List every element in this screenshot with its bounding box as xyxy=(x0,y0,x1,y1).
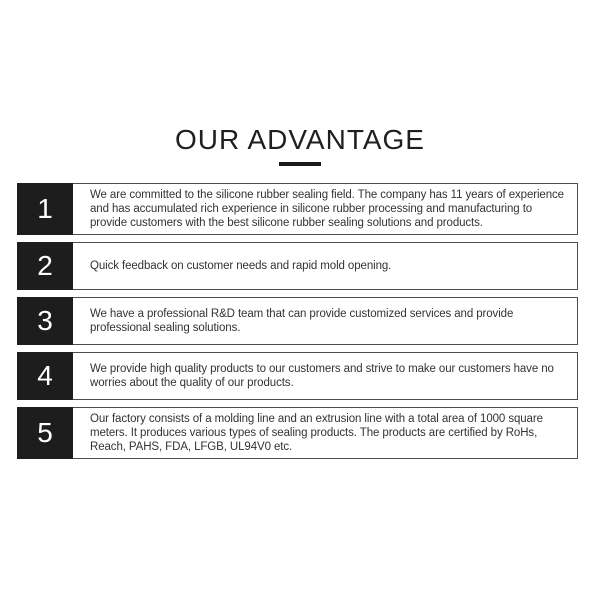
advantage-row-1 xyxy=(17,183,578,235)
page-title: OUR ADVANTAGE xyxy=(174,124,425,155)
advantage-row-3 xyxy=(17,297,578,345)
advantage-number: 4 xyxy=(17,352,73,400)
advantage-text: We provide high quality products to our customers and strive to make our customers have no worries about the quality of our products. xyxy=(90,363,554,389)
advantage-text: Quick feedback on customer needs and rapid mold opening. xyxy=(90,260,392,272)
advantage-row-2 xyxy=(17,242,578,290)
title-underline xyxy=(279,162,321,166)
advantage-number: 1 xyxy=(17,183,73,235)
advantage-number: 3 xyxy=(17,297,73,345)
advantage-text: We have a professional R&D team that can provide customized services and provide professional sealing solutions. xyxy=(90,308,514,334)
advantage-number: 2 xyxy=(17,242,73,290)
advantage-text: We are committed to the silicone rubber sealing field. The company has 11 years of experience and has accumulated rich experience in silicone rubber processing and manufacturing to provide customers with the best silicone rubber sealing solutions and products. xyxy=(90,189,564,229)
advantage-row-5 xyxy=(17,407,578,459)
advantage-text: Our factory consists of a molding line and an extrusion line with a total area of 1000 square meters. It produces various types of sealing products. The products are certified by RoHs, Reach, PAHS, FDA, LFGB, UL94V0 etc. xyxy=(90,413,543,453)
advantage-row-4 xyxy=(17,352,578,400)
advantage-number: 5 xyxy=(17,407,73,459)
advantage-list xyxy=(17,183,578,459)
